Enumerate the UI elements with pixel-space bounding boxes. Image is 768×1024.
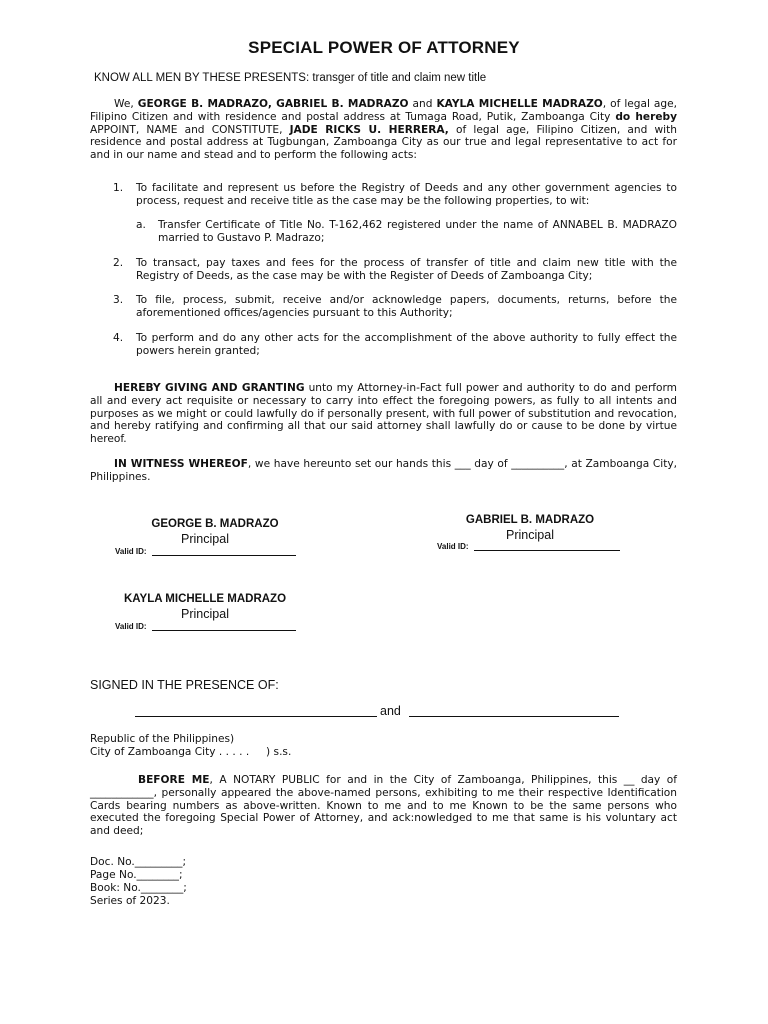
witness-line-2 (409, 716, 619, 717)
hereby-lead: HEREBY GIVING AND GRANTING (114, 382, 305, 394)
signatory-role-gabriel: Principal (506, 528, 554, 542)
notary-paragraph (90, 774, 677, 838)
principal-third-name: KAYLA MICHELLE MADRAZO (436, 98, 603, 110)
intro-text-1: , of legal age, Filipino Citizen and with residence and postal address at Tumaga Road, Putik, Zamboanga City (90, 98, 678, 123)
act-text: To file, process, submit, receive and/or acknowledge papers, documents, returns, before the aforementioned offices/agencies pursuant to this Authority; (136, 294, 677, 319)
signed-in-presence: SIGNED IN THE PRESENCE OF: (90, 678, 279, 692)
intro-we: We, (114, 98, 134, 110)
hereby-text: unto my Attorney-in-Fact full power and authority to do and perform all and every act requisite or necessary to carry into effect the foregoing powers, as fully to all intents and purposes as we might or could lawfully do if personally present, with full power of substitution and revocation, and hereby ratifying and confirming all that our said attorney shall lawfully do or cause to be done by virtue hereof. (90, 382, 677, 446)
principal-names: GEORGE B. MADRAZO, GABRIEL B. MADRAZO (137, 98, 409, 110)
valid-id-label-gabriel: Valid ID: (437, 542, 469, 551)
act-text: To transact, pay taxes and fees for the process of transfer of title and claim new title with the Registry of Deeds, as the case may be with the Register of Deeds of Zamboanga City; (136, 257, 677, 282)
signatory-role-kayla: Principal (181, 607, 229, 621)
sub-item-text: Transfer Certificate of Title No. T-162,462 registered under the name of ANNABEL B. MADRAZO married to Gustavo P. Madrazo; (158, 219, 677, 244)
valid-id-label-george: Valid ID: (115, 547, 147, 556)
valid-id-line-george (152, 555, 296, 556)
series-year: Series of 2023. (90, 895, 170, 907)
intro-text-2: APPOINT, NAME and CONSTITUTE, (90, 123, 283, 136)
hereby-paragraph (90, 382, 677, 446)
signatory-name-george: GEORGE B. MADRAZO (151, 518, 279, 530)
intro-and: and (412, 98, 433, 110)
doc-number: Doc. No._________; (90, 856, 187, 868)
valid-id-line-kayla (152, 630, 296, 631)
act-number: 1. (113, 182, 124, 194)
act-number: 4. (113, 332, 124, 344)
act-number: 3. (113, 294, 124, 306)
act-number: 2. (113, 257, 124, 269)
act-item-1 (113, 182, 677, 207)
valid-id-label-kayla: Valid ID: (115, 622, 147, 631)
witness-text: , we have hereunto set our hands this ___ day of __________, at Zamboanga City, Philippines. (90, 458, 677, 483)
document-title: SPECIAL POWER OF ATTORNEY (248, 38, 520, 57)
page-number: Page No.________; (90, 869, 183, 881)
signatory-name-gabriel: GABRIEL B. MADRAZO (465, 514, 595, 526)
act-item-2 (113, 257, 677, 282)
act-item-4 (113, 332, 677, 357)
act-text: To facilitate and represent us before the Registry of Deeds and any other government agencies to process, request and receive title as the case may be the following properties, to wit: (136, 182, 677, 207)
attorney-name: JADE RICKS U. HERRERA, (289, 123, 449, 136)
sub-item-a (136, 219, 677, 244)
intro-text-3: of legal age, Filipino Citizen, and with residence and postal address at Tugbungan, Zamboanga City as our true and legal representative to act for and in our name and stead and to perform the following acts: (90, 123, 677, 162)
know-all-men-line: KNOW ALL MEN BY THESE PRESENTS: transger of title and claim new title (94, 72, 487, 84)
venue-line-2: City of Zamboanga City . . . . . ) s.s. (90, 746, 292, 758)
valid-id-line-gabriel (474, 550, 620, 551)
do-hereby: do hereby (615, 110, 677, 123)
act-item-3 (113, 294, 677, 319)
venue-line-1: Republic of the Philippines) (90, 733, 235, 745)
intro-paragraph (90, 98, 677, 162)
witness-paragraph (90, 458, 677, 484)
act-text: To perform and do any other acts for the accomplishment of the above authority to fully effect the powers herein granted; (136, 332, 677, 357)
book-number: Book: No.________; (90, 882, 187, 894)
sub-item-letter: a. (136, 219, 146, 231)
notary-text: , A NOTARY PUBLIC for and in the City of Zamboanga, Philippines, this __ day of ____________, personally appeared the above-named persons, exhibiting to me their respective Identification Cards bearing numbers as above-written. Known to me and to me Known to be the same persons who executed the foregoing Special Power of Attorney, and ack:nowledged to me that same is his voluntary act and deed; (90, 774, 677, 838)
signatory-role-george: Principal (181, 532, 229, 546)
witness-line-1 (135, 716, 377, 717)
signatory-name-kayla: KAYLA MICHELLE MADRAZO (123, 593, 287, 605)
notary-lead: BEFORE ME (138, 774, 210, 786)
witness-lead: IN WITNESS WHEREOF (114, 458, 248, 470)
witness-and: and (380, 704, 401, 718)
